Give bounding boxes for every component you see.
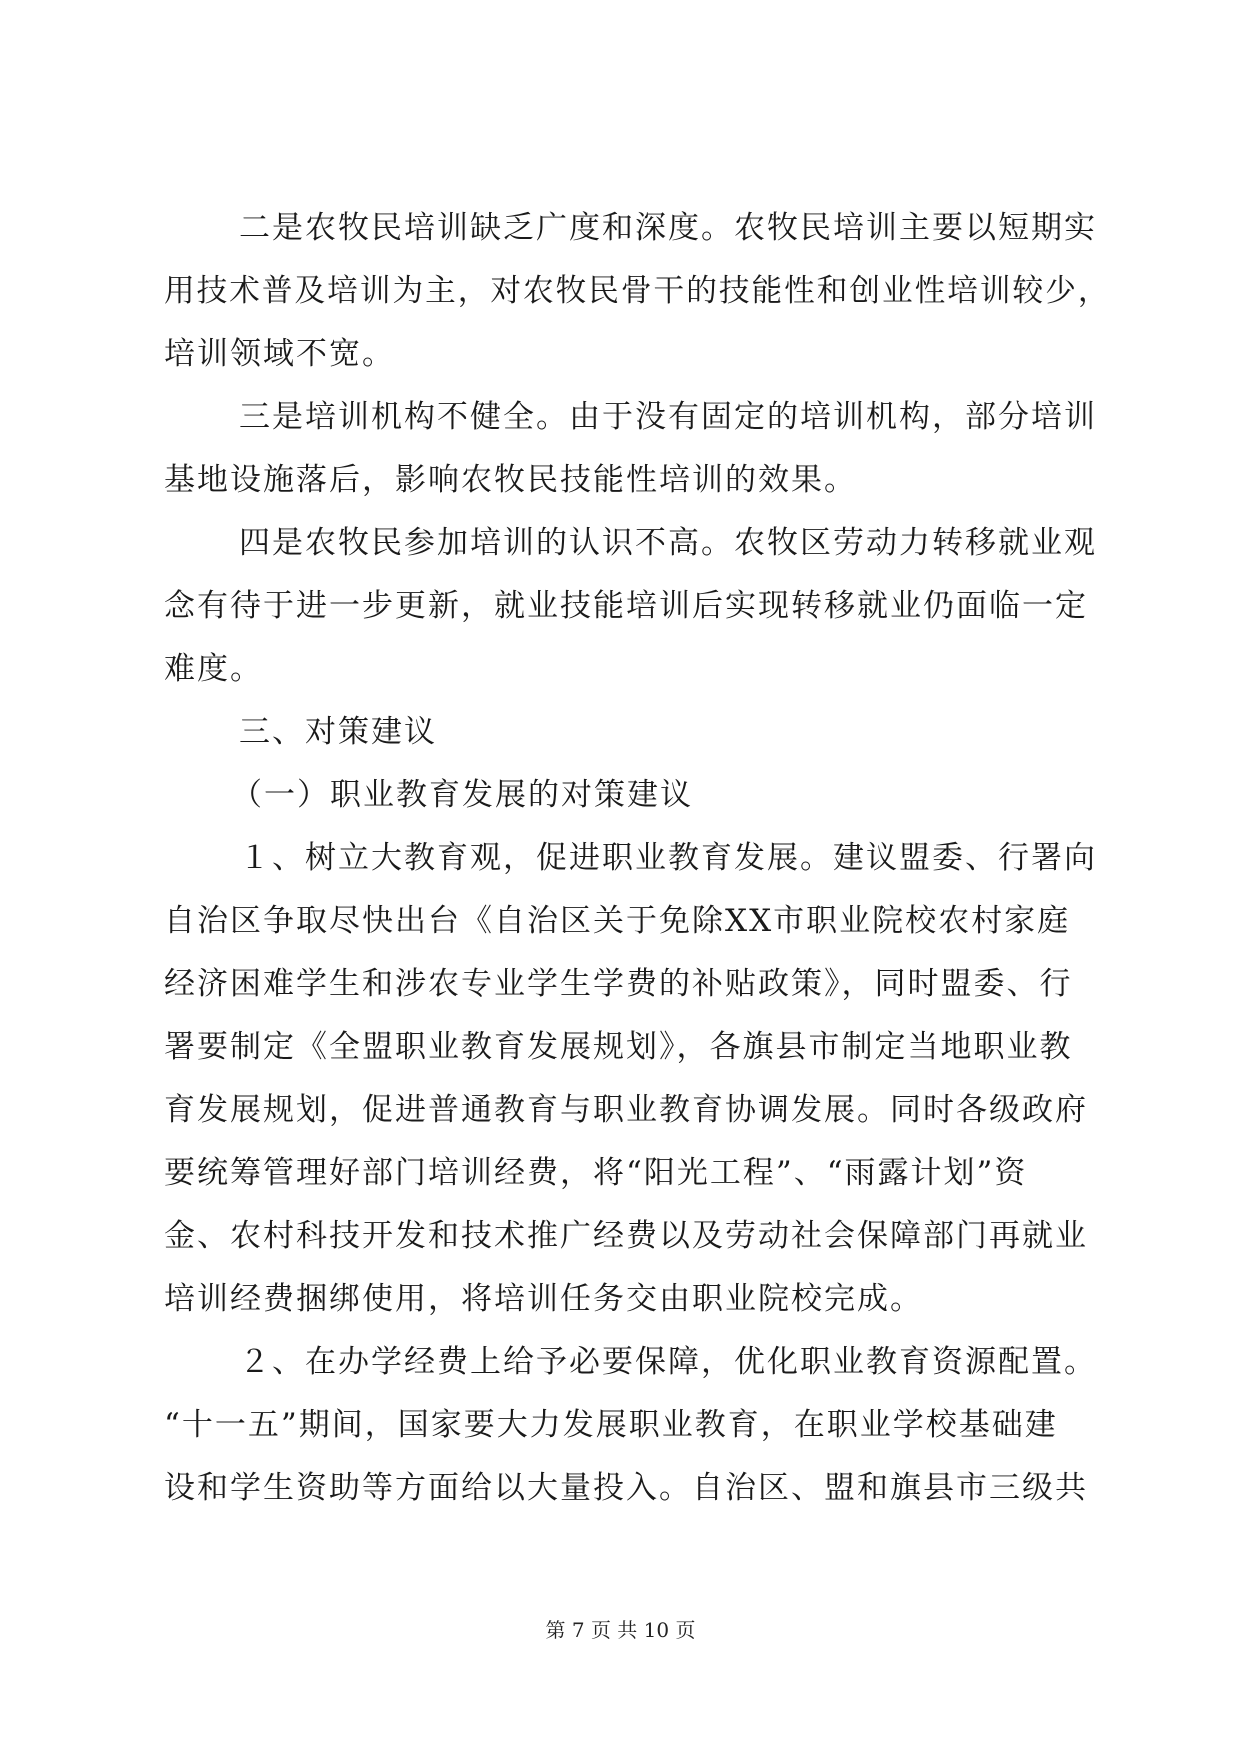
- text-line: 二是农牧民培训缺乏广度和深度。农牧民培训主要以短期实: [239, 210, 1097, 246]
- text-line: “十一五”期间，国家要大力发展职业教育，在职业学校基础建: [164, 1407, 1058, 1443]
- text-line: 培训经费捆绑使用，将培训任务交由职业院校完成。: [164, 1281, 923, 1317]
- text-line: 念有待于进一步更新，就业技能培训后实现转移就业仍面临一定: [164, 588, 1088, 624]
- subsection-heading: （一）职业教育发展的对策建议: [231, 777, 693, 813]
- text-line: 难度。: [164, 651, 263, 687]
- text-line: １、树立大教育观，促进职业教育发展。建议盟委、行署向: [239, 840, 1097, 876]
- text-line: 育发展规划，促进普通教育与职业教育协调发展。同时各级政府: [164, 1092, 1088, 1128]
- text-line: ２、在办学经费上给予必要保障，优化职业教育资源配置。: [239, 1344, 1097, 1380]
- text-line: 设和学生资助等方面给以大量投入。自治区、盟和旗县市三级共: [164, 1470, 1088, 1506]
- text-line: 四是农牧民参加培训的认识不高。农牧区劳动力转移就业观: [239, 525, 1097, 561]
- text-line: 自治区争取尽快出台《自治区关于免除XX市职业院校农村家庭: [164, 903, 1071, 939]
- text-line: 基地设施落后，影响农牧民技能性培训的效果。: [164, 462, 857, 498]
- text-line: 三是培训机构不健全。由于没有固定的培训机构，部分培训: [239, 399, 1097, 435]
- text-line: 要统筹管理好部门培训经费，将“阳光工程”、“雨露计划”资: [164, 1155, 1028, 1191]
- text-line: 经济困难学生和涉农专业学生学费的补贴政策》，同时盟委、行: [164, 966, 1073, 1002]
- section-heading: 三、对策建议: [239, 714, 437, 750]
- text-line: 培训领域不宽。: [164, 336, 395, 372]
- page-number-footer: 第 7 页 共 10 页: [545, 1618, 696, 1642]
- text-line: 用技术普及培训为主，对农牧民骨干的技能性和创业性培训较少，: [164, 273, 1111, 309]
- text-line: 署要制定《全盟职业教育发展规划》，各旗县市制定当地职业教: [164, 1029, 1073, 1065]
- text-line: 金、农村科技开发和技术推广经费以及劳动社会保障部门再就业: [164, 1218, 1088, 1254]
